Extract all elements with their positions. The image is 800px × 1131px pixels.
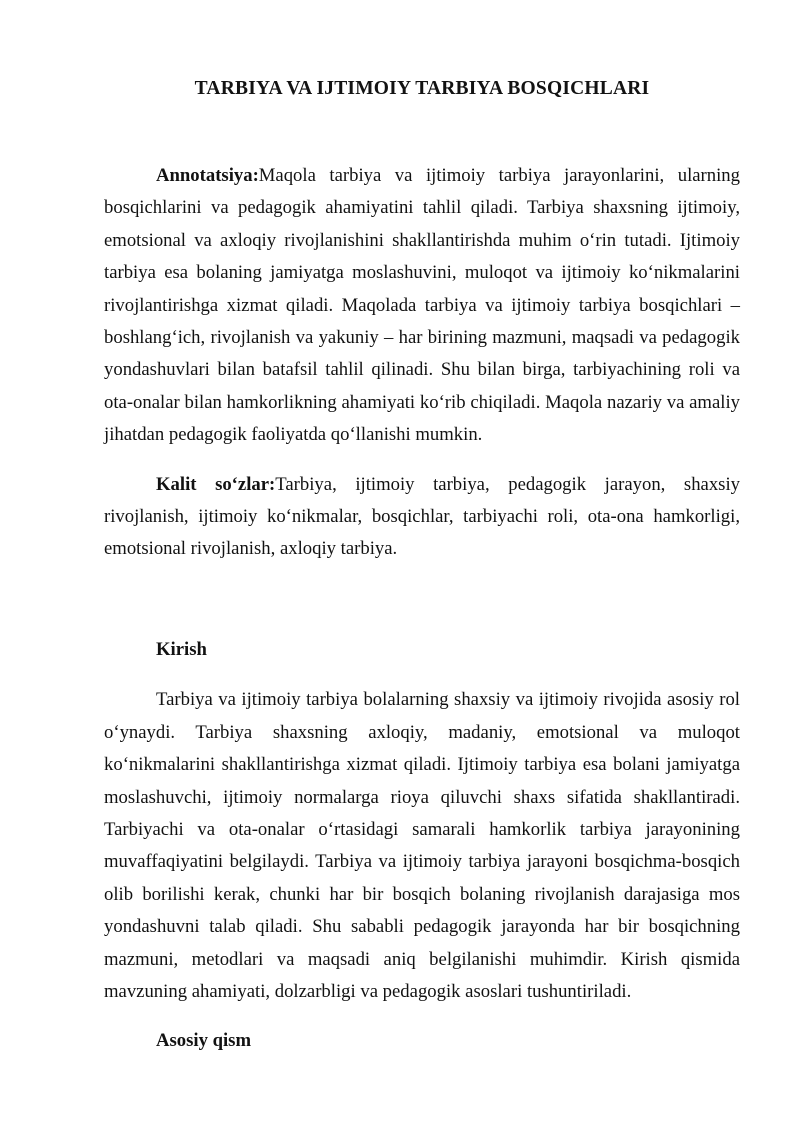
keywords-label: Kalit soʻzlar: [156, 473, 276, 495]
kirish-heading: Kirish [156, 638, 207, 660]
document-title: TARBIYA VA IJTIMOIY TARBIYA BOSQICHLARI [194, 78, 650, 99]
annotation-paragraph [104, 160, 740, 452]
asosiy-qism-heading: Asosiy qism [156, 1030, 252, 1052]
keywords-paragraph [104, 469, 740, 566]
annotation-text: Maqola tarbiya va ijtimoiy tarbiya jarayonlarini, ularning bosqichlarini va pedagogik ahamiyatini tahlil qiladi. Tarbiya shaxsning ijtimoiy, emotsional va axloqiy rivojlanishini shakllantirishda muhim oʻrin tutadi. Ijtimoiy tarbiya esa bolaning jamiyatga moslashuvini, muloqot va ijtimoiy koʻnikmalarini rivojlantirishga xizmat qiladi. Maqolada tarbiya va ijtimoiy tarbiya bosqichlari – boshlangʻich, rivojlanish va yakuniy – har birining mazmuni, maqsadi va pedagogik yondashuvlari bilan batafsil tahlil qilinadi. Shu bilan birga, tarbiyachining roli va ota-onalar bilan hamkorlikning ahamiyati koʻrib chiqiladi. Maqola nazariy va amaliy jihatdan pedagogik faoliyatda qoʻllanishi mumkin. [104, 165, 740, 446]
kirish-paragraph: Tarbiya va ijtimoiy tarbiya bolalarning shaxsiy va ijtimoiy rivojida asosiy rol oʻynaydi. Tarbiya shaxsning axloqiy, madaniy, emotsional va muloqot koʻnikmalarini shakllantirishga xizmat qiladi. Ijtimoiy tarbiya esa bolani jamiyatga moslashuvchi, ijtimoiy normalarga rioya qiluvchi shaxs sifatida shakllantiradi. Tarbiyachi va ota-onalar oʻrtasidagi samarali hamkorlik tarbiya jarayonining muvaffaqiyatini belgilaydi. Tarbiya va ijtimoiy tarbiya jarayoni bosqichma-bosqich olib borilishi kerak, chunki har bir bosqich bolaning rivojlanish darajasiga mos yondashuvni talab qiladi. Shu sababli pedagogik jarayonda har bir bosqichning mazmuni, metodlari va maqsadi aniq belgilanishi muhimdir. Kirish qismida mavzuning ahamiyati, dolzarbligi va pedagogik asoslari tushuntiriladi. [104, 689, 740, 1002]
keywords-text: Tarbiya, ijtimoiy tarbiya, pedagogik jarayon, shaxsiy rivojlanish, ijtimoiy koʻnikmalar, bosqichlar, tarbiyachi roli, ota-ona hamkorligi, emotsional rivojlanish, axloqiy tarbiya. [104, 473, 740, 560]
annotation-label: Annotatsiya: [156, 165, 259, 186]
